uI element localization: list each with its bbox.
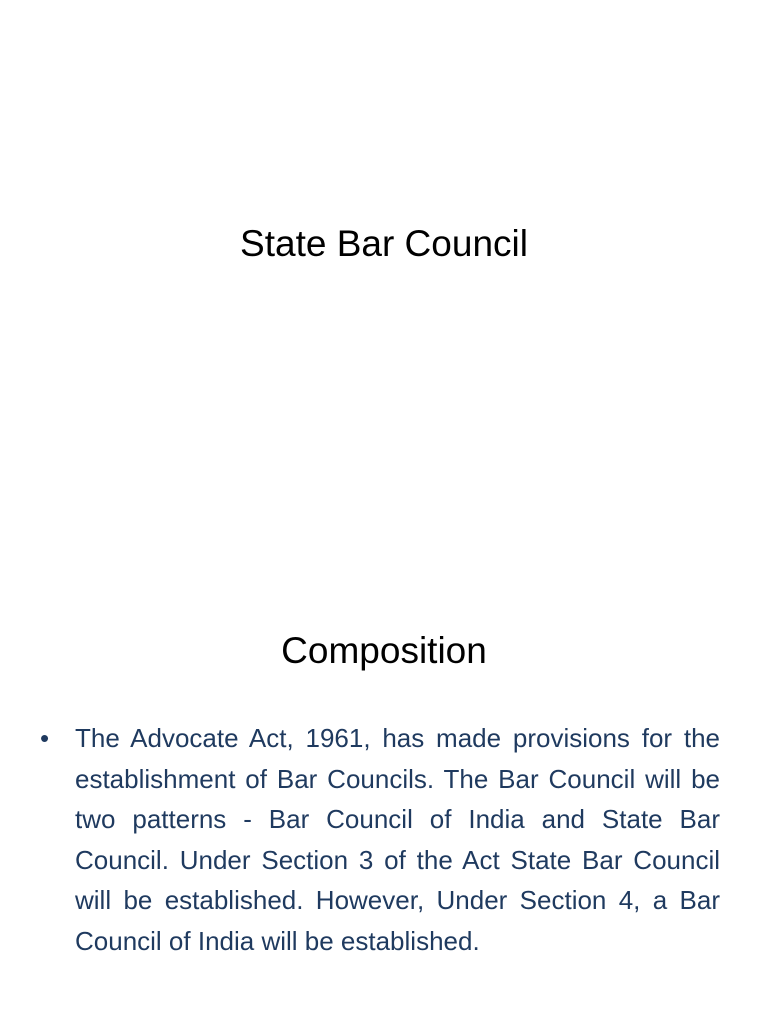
list-item <box>40 718 720 961</box>
bullet-text: The Advocate Act, 1961, has made provisions for the establishment of Bar Councils. The Bar Council will be two patterns - Bar Council of India and State Bar Council. Under Section 3 of the Act State Bar Council will be established. However, Under Section 4, a Bar Council of India will be established. <box>75 723 720 956</box>
bullet-list <box>40 718 720 961</box>
slide-heading: Composition <box>281 630 487 671</box>
bullet-icon: • <box>40 723 50 753</box>
slide-composition <box>0 512 768 1024</box>
slide-title: State Bar Council <box>240 223 528 264</box>
